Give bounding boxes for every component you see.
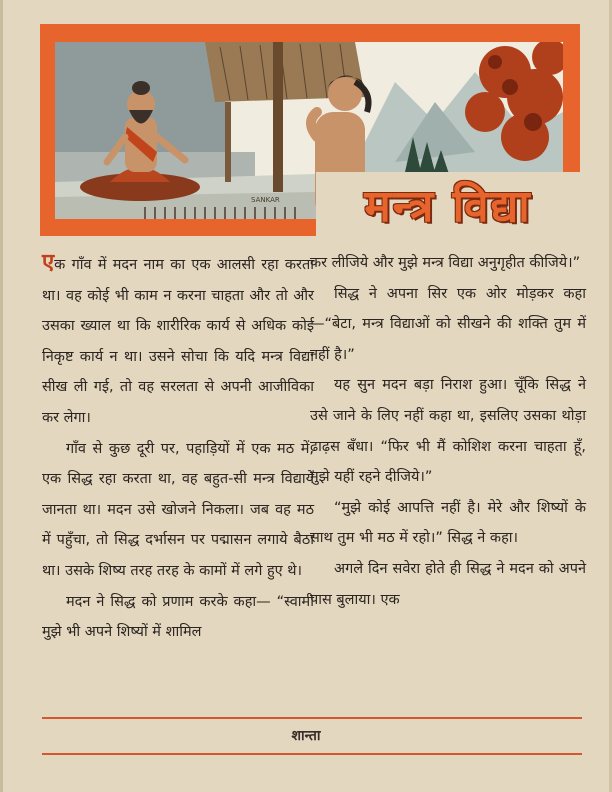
paragraph <box>42 248 314 434</box>
paragraph-text: क गाँव में मदन नाम का एक आलसी रहा करता था। वह कोई भी काम न करना चाहता और तो और उसका ख्याल था कि शारीरिक कार्य से अधिक कोई निकृष्ट कार्य न था। उसने सोचा कि यदि मन्त्र विद्या सीख ली गई, तो वह सरलता से अपनी आजीविका कर लेगा। <box>42 257 314 426</box>
paragraph: मदन ने सिद्ध को प्रणाम करके कहा— “स्वामी मुझे भी अपने शिष्यों में शामिल <box>42 593 314 641</box>
paragraph: सिद्ध ने अपना सिर एक ओर मोड़कर कहा—“बेटा, मन्त्र विद्याओं को सीखने की शक्ति तुम में नहीं है।” <box>310 285 586 363</box>
title-box <box>316 172 580 236</box>
paragraph: “मुझे कोई आपत्ति नहीं है। मेरे और शिष्यों के साथ तुम भी मठ में रहो।” सिद्ध ने कहा। <box>310 499 586 547</box>
story-title: मन्त्र विद्या <box>364 181 532 232</box>
paragraph: गाँव से कुछ दूरी पर, पहाड़ियों में एक मठ में, एक सिद्ध रहा करता था, वह बहुत-सी मन्त्र विद्यायें जानता था। मदन उसे खोजने निकला। जब वह मठ में पहुँचा, तो सिद्ध दर्भासन पर पद्मासन लगाये बैठा था। उसके शिष्य तरह तरह के कामों में लगे हुए थे। <box>42 440 314 579</box>
paragraph: कर लीजिये और मुझे मन्त्र विद्या अनुगृहीत कीजिये।” <box>310 255 581 271</box>
text-column-left <box>42 248 314 648</box>
paragraph: यह सुन मदन बड़ा निराश हुआ। चूँकि सिद्ध ने उसे जाने के लिए नहीं कहा था, इसलिए उसका थोड़ा ढाढ़स बँधा। “फिर भी मैं कोशिश करना चाहता हूँ, मुझे यहीं रहने दीजिये।” <box>310 377 586 486</box>
footer-rule-top <box>42 717 582 719</box>
paragraph: अगले दिन सवेरा होते ही सिद्ध ने मदन को अपने पास बुलाया। एक <box>310 560 586 608</box>
illustrator-signature: SANKAR <box>251 196 280 204</box>
drop-cap: ए <box>42 250 55 275</box>
footer-rule-bottom <box>42 753 582 755</box>
footer-label: शान्ता <box>291 728 321 744</box>
text-column-right <box>310 248 586 615</box>
